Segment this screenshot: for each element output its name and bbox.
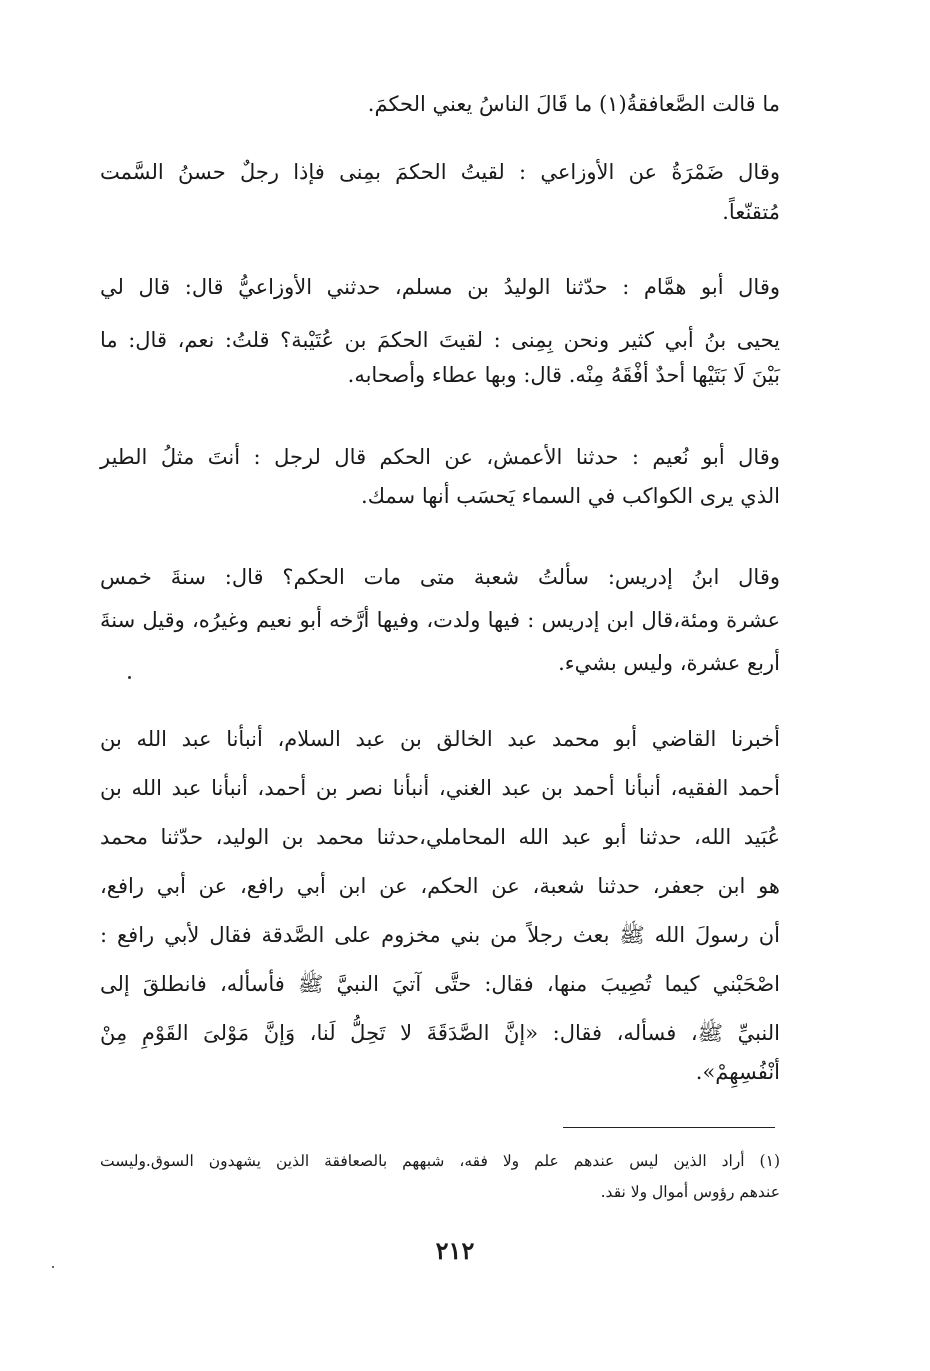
text-line: أنْفُسِهِمْ». [695,1060,780,1084]
text-line: أخبرنا القاضي أبو محمد عبد الخالق بن عبد السلام، أنبأنا عبد الله بن [100,727,780,751]
footnote-line: عندهم رؤوس أموال ولا نقد. [600,1183,780,1201]
text-line: عشرة ومئة،قال ابن إدريس : فيها ولدت، وفيها أرَّخه أبو نعيم وغيرُه، وقيل سنةَ [100,608,780,632]
text-line: اصْحَبْني كيما تُصِيبَ منها، فقال: حتَّى آتيَ النبيَّ ﷺ فأسأله، فانطلقَ إلى [100,972,780,996]
footnote-separator [563,1127,775,1128]
text-line: الذي يرى الكواكب في السماء يَحسَب أنها سمك. [361,484,780,508]
text-line: وقال ضَمْرَةُ عن الأوزاعي : لقيتُ الحكمَ بمِنى فإذا رجلٌ حسنُ السَّمت [100,160,780,184]
text-line: عُبَيد الله، حدثنا أبو عبد الله المحاملي،حدثنا محمد بن الوليد، حدّثنا محمد [100,825,780,849]
text-line: النبيِّ ﷺ، فسأله، فقال: «إنَّ الصَّدَقَةَ لا تَحِلُّ لَنا، وَإنَّ مَوْلىَ القَوْمِ مِنْ [100,1021,780,1045]
footnote-line: (١) أراد الذين ليس عندهم علم ولا فقه، شبههم بالصعافقة الذين يشهدون السوق.وليست [100,1152,780,1170]
text-line: يحيى بنُ أبي كثير ونحن بِمِنى : لقيتَ الحكمَ بن عُتَيْبة؟ قلتُ: نعم، قال: ما [100,328,780,352]
paragraph-2 [100,158,780,227]
scan-speck [52,1266,54,1268]
paragraph-6 [100,725,780,1087]
text-line: وقال أبو نُعيم : حدثنا الأعمش، عن الحكم قال لرجل : أنتَ مثلُ الطير [100,445,780,469]
text-line: هو ابن جعفر، حدثنا شعبة، عن الحكم، عن ابن أبي رافع، عن أبي رافع، [100,874,780,898]
text-line: بَيْنَ لَا بَتَيْها أحدٌ أفْقَهُ مِنْه. قال: وبها عطاء وأصحابه. [347,363,780,387]
paragraph-1 [100,90,780,119]
text-line: مُتقنّعاً. [722,200,780,224]
text-line: وقال ابنُ إدريس: سألتُ شعبة متى مات الحكم؟ قال: سنةَ خمس [100,565,780,589]
paragraph-5 [100,563,780,678]
text-line: أربع عشرة، وليس بشيء. [558,651,780,675]
text-line: وقال أبو همَّام : حدّثنا الوليدُ بن مسلم، حدثني الأوزاعيُّ قال: قال لي [100,275,780,299]
text-line: أن رسولَ الله ﷺ بعث رجلاً من بني مخزوم على الصَّدقة فقال لأبي رافع : [100,923,780,947]
paragraph-3 [100,273,780,390]
page-number: ٢١٢ [435,1236,475,1265]
text-line: أحمد الفقيه، أنبأنا أحمد بن عبد الغني، أنبأنا نصر بن أحمد، أنبأنا عبد الله بن [100,776,780,800]
paragraph-4 [100,443,780,511]
text-line: ما قالت الصَّعافقةُ(١) ما قَالَ الناسُ يعني الحكمَ. [367,92,780,116]
scan-speck [128,676,131,679]
footnote [100,1149,780,1205]
